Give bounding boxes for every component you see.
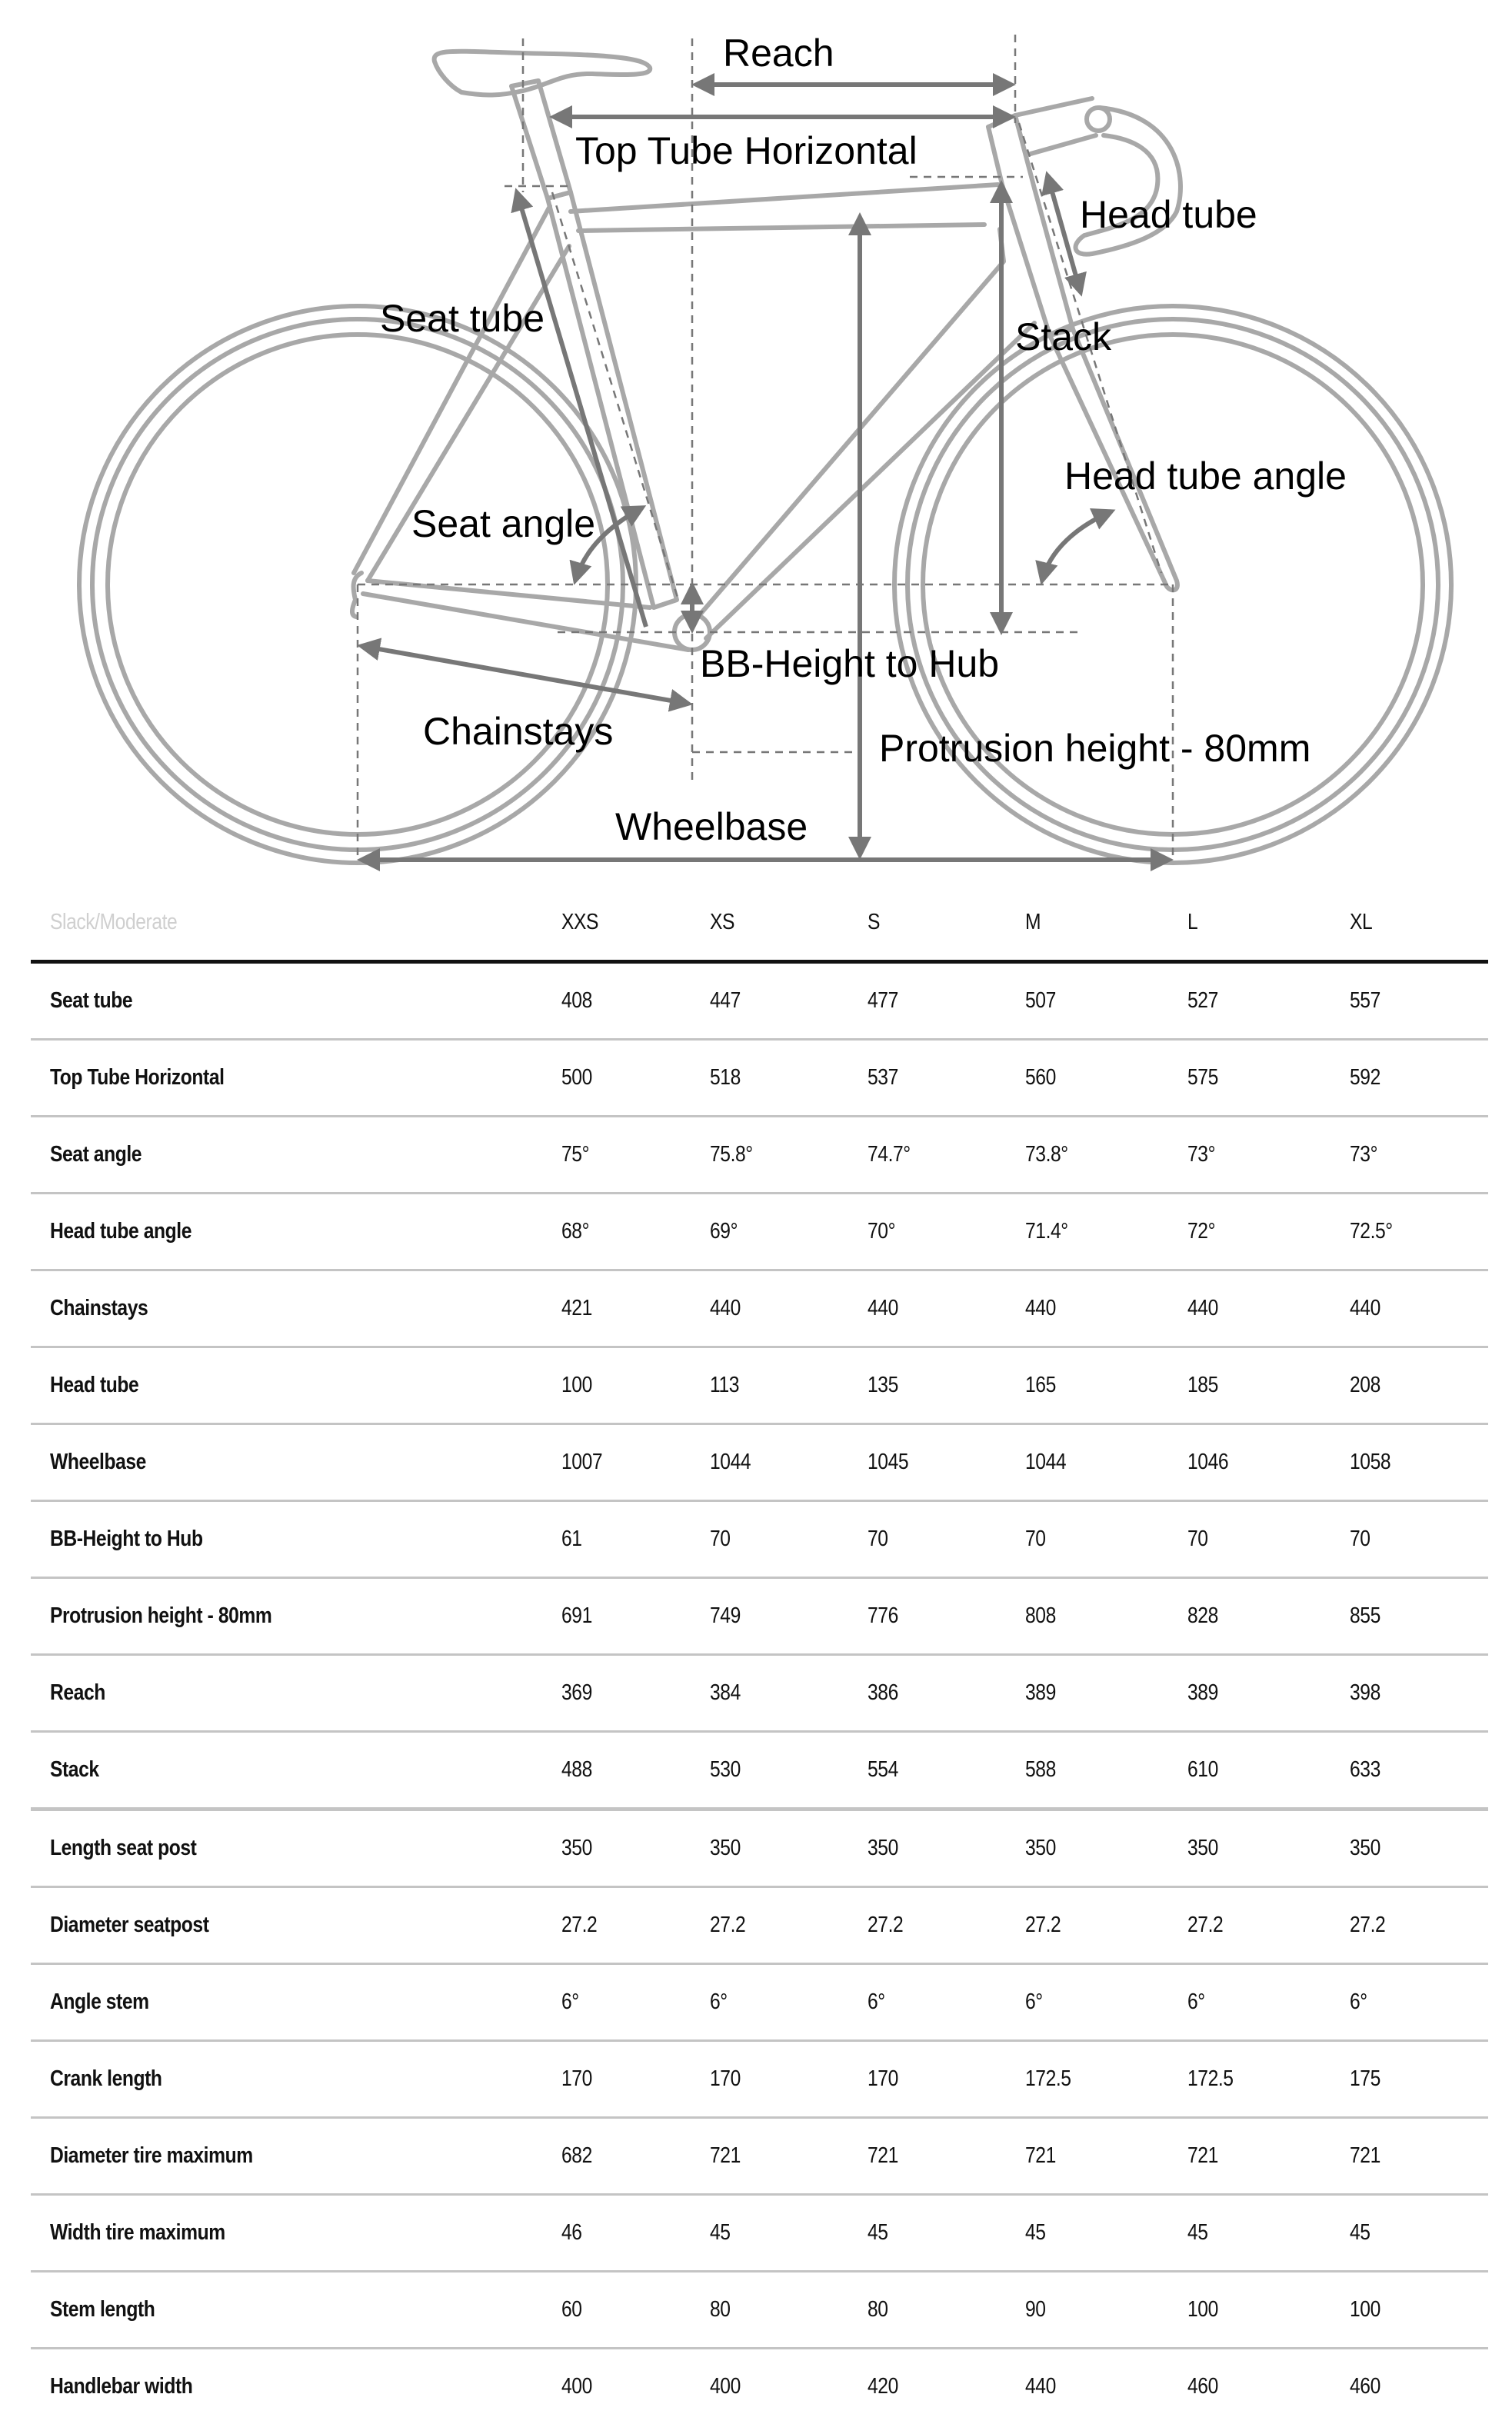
row-label: Seat angle: [50, 1142, 142, 1167]
row-label: Seat tube: [50, 988, 133, 1013]
row-label: Diameter seatpost: [50, 1913, 209, 1937]
row-value-s: 74.7°: [868, 1142, 911, 1167]
row-value-xl: 633: [1350, 1757, 1380, 1782]
row-value-l: 100: [1187, 2297, 1218, 2322]
row-value-xl: 73°: [1350, 1142, 1378, 1167]
head-tube-arrow: [1047, 175, 1081, 292]
row-value-m: 507: [1025, 988, 1056, 1013]
row-value-s: 80: [868, 2297, 888, 2322]
row-value-xl: 440: [1350, 1296, 1380, 1320]
row-value-s: 554: [868, 1757, 898, 1782]
row-value-m: 440: [1025, 2374, 1056, 2399]
row-value-xs: 447: [710, 988, 741, 1013]
row-value-xs: 27.2: [710, 1913, 746, 1937]
row-value-s: 170: [868, 2066, 898, 2091]
row-value-xs: 80: [710, 2297, 731, 2322]
row-value-xxs: 6°: [561, 1989, 579, 2014]
row-value-xxs: 68°: [561, 1219, 590, 1244]
row-value-l: 73°: [1187, 1142, 1216, 1167]
row-value-s: 537: [868, 1065, 898, 1090]
row-value-m: 27.2: [1025, 1913, 1061, 1937]
row-value-m: 6°: [1025, 1989, 1043, 2014]
row-label: Reach: [50, 1680, 105, 1705]
row-value-xxs: 500: [561, 1065, 592, 1090]
row-value-xxs: 350: [561, 1836, 592, 1860]
row-value-xl: 27.2: [1350, 1913, 1386, 1937]
row-value-s: 386: [868, 1680, 898, 1705]
row-value-xl: 70: [1350, 1527, 1370, 1551]
row-label: Diameter tire maximum: [50, 2143, 253, 2168]
row-value-l: 527: [1187, 988, 1218, 1013]
row-value-s: 45: [868, 2220, 888, 2245]
row-value-m: 172.5: [1025, 2066, 1071, 2091]
row-label: Angle stem: [50, 1989, 149, 2014]
row-value-xs: 384: [710, 1680, 741, 1705]
row-value-xl: 45: [1350, 2220, 1370, 2245]
row-value-xxs: 100: [561, 1373, 592, 1397]
table-row: [31, 2042, 1488, 2119]
row-value-xs: 440: [710, 1296, 741, 1320]
row-value-xxs: 27.2: [561, 1913, 598, 1937]
row-value-l: 45: [1187, 2220, 1208, 2245]
size-header-xl: XL: [1350, 909, 1373, 934]
row-value-l: 1046: [1187, 1450, 1229, 1474]
row-value-s: 70°: [868, 1219, 896, 1244]
row-value-xs: 749: [710, 1603, 741, 1628]
row-value-xxs: 170: [561, 2066, 592, 2091]
row-value-xl: 1058: [1350, 1450, 1391, 1474]
diagram-labels: [380, 32, 1347, 848]
size-header-m: M: [1025, 909, 1041, 934]
row-value-s: 721: [868, 2143, 898, 2168]
row-value-s: 477: [868, 988, 898, 1013]
row-label: BB-Height to Hub: [50, 1527, 203, 1551]
row-value-xl: 100: [1350, 2297, 1380, 2322]
table-row: [31, 2119, 1488, 2196]
row-value-xxs: 61: [561, 1527, 582, 1551]
row-value-xxs: 691: [561, 1603, 592, 1628]
row-value-l: 610: [1187, 1757, 1218, 1782]
row-value-xxs: 1007: [561, 1450, 603, 1474]
table-row: [31, 2349, 1488, 2424]
table-header-row: [31, 884, 1488, 964]
row-value-s: 420: [868, 2374, 898, 2399]
row-value-m: 90: [1025, 2297, 1046, 2322]
size-header-xs: XS: [710, 909, 735, 934]
row-label: Crank length: [50, 2066, 162, 2091]
row-value-xxs: 682: [561, 2143, 592, 2168]
row-value-xl: 208: [1350, 1373, 1380, 1397]
row-value-xl: 350: [1350, 1836, 1380, 1860]
row-value-l: 27.2: [1187, 1913, 1224, 1937]
row-value-m: 350: [1025, 1836, 1056, 1860]
row-value-xxs: 400: [561, 2374, 592, 2399]
size-header-xxs: XXS: [561, 909, 599, 934]
row-value-xxs: 369: [561, 1680, 592, 1705]
row-label: Head tube: [50, 1373, 139, 1397]
row-value-l: 389: [1187, 1680, 1218, 1705]
table-row: [31, 2272, 1488, 2349]
label-stack: Stack: [1015, 315, 1112, 358]
row-value-xs: 69°: [710, 1219, 738, 1244]
row-label: Protrusion height - 80mm: [50, 1603, 272, 1628]
size-header-l: L: [1187, 909, 1198, 934]
row-label: Stack: [50, 1757, 99, 1782]
row-value-l: 721: [1187, 2143, 1218, 2168]
top-tube: [571, 185, 998, 231]
row-value-s: 440: [868, 1296, 898, 1320]
row-label: Handlebar width: [50, 2374, 193, 2399]
table-row: [31, 1117, 1488, 1194]
row-value-m: 70: [1025, 1527, 1046, 1551]
row-value-xl: 398: [1350, 1680, 1380, 1705]
row-value-s: 776: [868, 1603, 898, 1628]
row-label: Width tire maximum: [50, 2220, 225, 2245]
row-value-xl: 460: [1350, 2374, 1380, 2399]
handlebar-clamp: [1087, 108, 1110, 131]
seat-post: [511, 81, 571, 198]
label-wheelbase: Wheelbase: [615, 805, 808, 848]
row-value-m: 165: [1025, 1373, 1056, 1397]
row-value-m: 808: [1025, 1603, 1056, 1628]
row-value-xl: 592: [1350, 1065, 1380, 1090]
row-value-xxs: 75°: [561, 1142, 590, 1167]
row-value-xs: 400: [710, 2374, 741, 2399]
row-value-xl: 72.5°: [1350, 1219, 1393, 1244]
head-tube-angle-arrow: [1042, 511, 1111, 581]
row-value-l: 70: [1187, 1527, 1208, 1551]
row-value-l: 440: [1187, 1296, 1218, 1320]
row-value-m: 71.4°: [1025, 1219, 1068, 1244]
row-label: Chainstays: [50, 1296, 148, 1320]
row-value-l: 350: [1187, 1836, 1218, 1860]
table-row: [31, 1194, 1488, 1271]
label-bb-height-to-hub: BB-Height to Hub: [700, 642, 1000, 685]
row-value-m: 389: [1025, 1680, 1056, 1705]
row-value-xl: 855: [1350, 1603, 1380, 1628]
row-value-l: 172.5: [1187, 2066, 1234, 2091]
row-value-xxs: 60: [561, 2297, 582, 2322]
row-value-xs: 350: [710, 1836, 741, 1860]
row-value-l: 828: [1187, 1603, 1218, 1628]
row-value-xs: 70: [710, 1527, 731, 1551]
row-value-xs: 6°: [710, 1989, 728, 2014]
table-row: [31, 1502, 1488, 1579]
chainstay-arrow: [361, 646, 688, 704]
row-value-s: 27.2: [868, 1913, 904, 1937]
row-value-l: 185: [1187, 1373, 1218, 1397]
row-value-l: 6°: [1187, 1989, 1205, 2014]
label-protrusion-height: Protrusion height - 80mm: [879, 727, 1311, 770]
row-value-xs: 45: [710, 2220, 731, 2245]
table-row: [31, 1041, 1488, 1117]
table-row: [31, 1733, 1488, 1811]
row-value-xxs: 46: [561, 2220, 582, 2245]
row-value-xxs: 421: [561, 1296, 592, 1320]
row-value-m: 45: [1025, 2220, 1046, 2245]
row-value-xs: 721: [710, 2143, 741, 2168]
size-header-s: S: [868, 909, 881, 934]
row-value-m: 1044: [1025, 1450, 1067, 1474]
label-reach: Reach: [723, 32, 834, 75]
table-row: [31, 1811, 1488, 1888]
row-value-xl: 6°: [1350, 1989, 1367, 2014]
label-seat-tube: Seat tube: [380, 297, 545, 340]
row-value-xs: 1044: [710, 1450, 751, 1474]
bike-geometry-diagram: [0, 0, 1512, 884]
chain-stay: [363, 581, 688, 650]
row-value-m: 721: [1025, 2143, 1056, 2168]
row-label: Top Tube Horizontal: [50, 1065, 225, 1090]
table-row: [31, 1579, 1488, 1656]
table-row: [31, 964, 1488, 1041]
label-head-tube: Head tube: [1080, 193, 1257, 236]
row-label: Length seat post: [50, 1836, 197, 1860]
row-value-s: 135: [868, 1373, 898, 1397]
row-value-xl: 175: [1350, 2066, 1380, 2091]
row-label: Stem length: [50, 2297, 155, 2322]
label-head-tube-angle: Head tube angle: [1064, 454, 1347, 498]
label-seat-angle: Seat angle: [411, 502, 596, 545]
stem: [1015, 98, 1096, 154]
table-row: [31, 1271, 1488, 1348]
table-row: [31, 1965, 1488, 2042]
table-row: [31, 2196, 1488, 2272]
table-row: [31, 1656, 1488, 1733]
row-value-xs: 113: [710, 1373, 740, 1397]
row-value-l: 460: [1187, 2374, 1218, 2399]
row-value-s: 1045: [868, 1450, 909, 1474]
label-chainstays: Chainstays: [423, 710, 614, 753]
row-value-xs: 518: [710, 1065, 741, 1090]
table-row: [31, 1425, 1488, 1502]
row-value-xl: 557: [1350, 988, 1380, 1013]
row-value-l: 575: [1187, 1065, 1218, 1090]
label-top-tube-horizontal: Top Tube Horizontal: [575, 129, 918, 172]
row-value-s: 350: [868, 1836, 898, 1860]
row-value-l: 72°: [1187, 1219, 1216, 1244]
row-value-xs: 530: [710, 1757, 741, 1782]
down-tube: [696, 229, 1034, 638]
row-label: Head tube angle: [50, 1219, 192, 1244]
row-label: Wheelbase: [50, 1450, 146, 1474]
row-value-m: 440: [1025, 1296, 1056, 1320]
row-value-xxs: 408: [561, 988, 592, 1013]
table-row: [31, 1348, 1488, 1425]
row-value-m: 73.8°: [1025, 1142, 1068, 1167]
row-value-xs: 75.8°: [710, 1142, 753, 1167]
row-value-m: 588: [1025, 1757, 1056, 1782]
row-value-s: 6°: [868, 1989, 885, 2014]
row-value-xxs: 488: [561, 1757, 592, 1782]
table-row: [31, 1888, 1488, 1965]
geometry-table: [31, 884, 1488, 2424]
row-value-m: 560: [1025, 1065, 1056, 1090]
row-value-xs: 170: [710, 2066, 741, 2091]
row-value-xl: 721: [1350, 2143, 1380, 2168]
row-value-s: 70: [868, 1527, 888, 1551]
table-body: [31, 964, 1488, 2424]
rear-dropout: [352, 573, 361, 617]
corner-label: Slack/Moderate: [50, 909, 178, 934]
